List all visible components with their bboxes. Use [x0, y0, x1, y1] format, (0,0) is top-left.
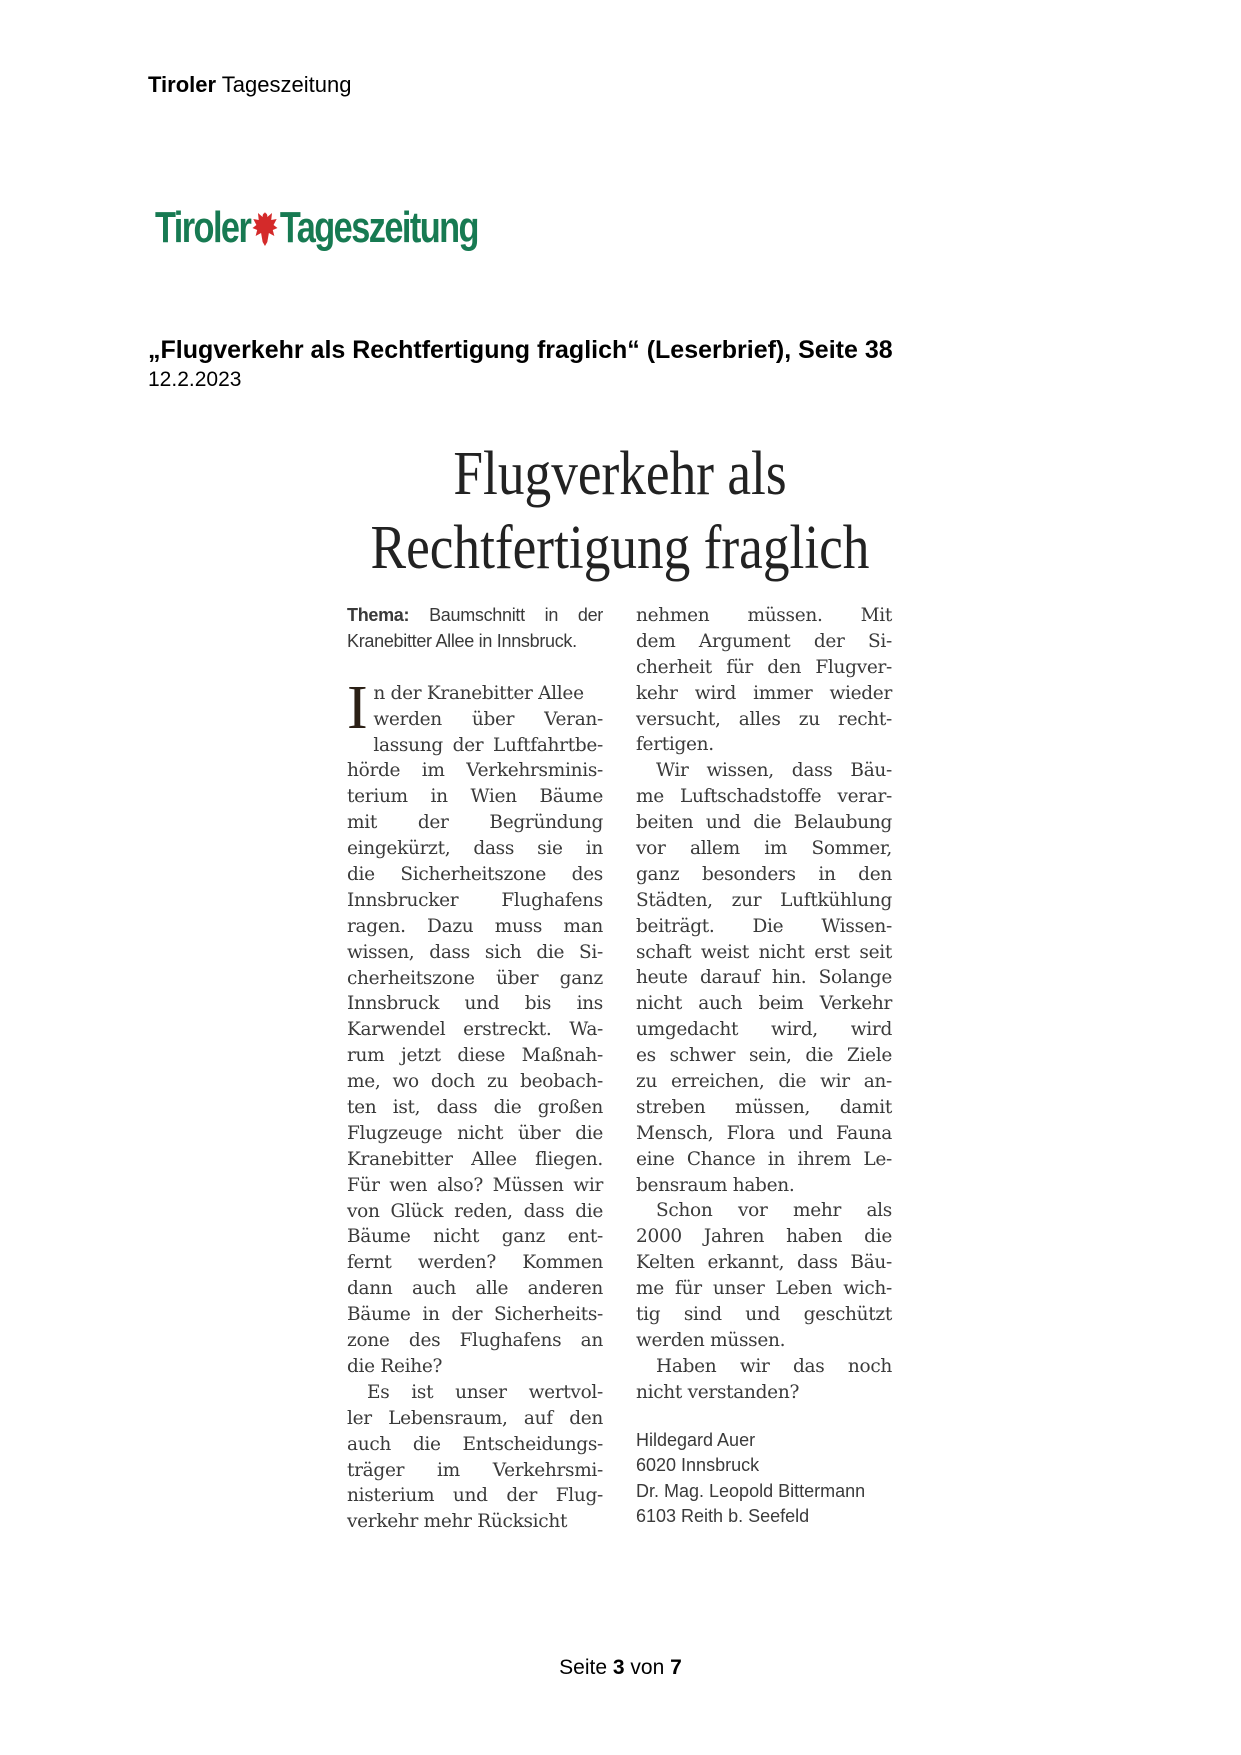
article-text-line: zu erreichen, die wir an- [636, 1071, 892, 1093]
article-text-line: umgedacht wird, wird [636, 1019, 892, 1041]
article-text-line: zone des Flughafens an [347, 1330, 603, 1352]
article-text-line: Städten, zur Luftkühlung [636, 889, 892, 911]
source-header [148, 72, 351, 98]
article-text-line: streben müssen, damit [636, 1096, 892, 1118]
article-text-line: terium in Wien Bäume [347, 786, 603, 808]
article-text-line: hörde im Verkehrsminis- [347, 760, 603, 782]
tyrolean-eagle-icon [252, 208, 279, 248]
article-text-line: träger im Verkehrsmi- [347, 1459, 603, 1481]
article-text-line: lassung der Luftfahrtbe- [373, 734, 603, 756]
article-text-line: Es ist unser wertvol- [367, 1381, 603, 1403]
left-column-text [347, 673, 603, 1535]
article-text-line: werden über Veran- [373, 708, 603, 730]
topic-line-1 [347, 603, 603, 629]
article-text-line: beiten und die Belaubung [636, 812, 892, 834]
topic-label: Thema: [347, 605, 410, 625]
article-text-line: nehmen müssen. Mit [636, 605, 892, 626]
article-text-line: me Luftschadstoffe verar- [636, 786, 892, 808]
article-text-line: tig sind und geschützt [636, 1304, 892, 1326]
footer-current-page: 3 [612, 1656, 625, 1679]
article-column-right [636, 603, 892, 1530]
article-text-line: Wir wissen, dass Bäu- [656, 760, 892, 782]
article-text-line: me, wo doch zu beobach- [347, 1071, 603, 1093]
topic-text-1: Baumschnitt in der [429, 605, 604, 625]
article-text-line: heute darauf hin. Solange [636, 967, 892, 989]
article-text-line: ten ist, dass die großen [347, 1097, 603, 1119]
article-text-line: von Glück reden, dass die [347, 1200, 603, 1222]
article-text-line: beiträgt. Die Wissen- [636, 915, 892, 937]
signature-location-2: 6103 Reith b. Seefeld [636, 1506, 810, 1527]
article-text-line: Kranebitter Allee fliegen. [347, 1148, 603, 1170]
article-text-line: rum jetzt diese Maßnah- [347, 1045, 603, 1067]
article-text-line: eingekürzt, dass sie in [347, 838, 603, 860]
article-text-line: Flugzeuge nicht über die [347, 1122, 603, 1144]
page-footer [0, 1656, 1241, 1680]
article-text-line: 2000 Jahren haben die [636, 1226, 892, 1248]
article-text-line: Karwendel erstreckt. Wa- [347, 1019, 603, 1041]
footer-prefix: Seite [559, 1656, 608, 1679]
article-text-line: verkehr mehr Rücksicht [347, 1511, 568, 1533]
article-text-line: die Reihe? [347, 1355, 443, 1377]
article-text-line: Haben wir das noch [656, 1355, 892, 1377]
article-text-line: ler Lebensraum, auf den [347, 1407, 603, 1429]
article-text-line: me für unser Leben wich- [636, 1278, 892, 1300]
logo-right-text: Tageszeitung [279, 203, 478, 252]
article-text-line: fertigen. [636, 734, 714, 756]
topic-line-2: Kranebitter Allee in Innsbruck. [347, 630, 577, 651]
document-date: 12.2.2023 [148, 368, 242, 391]
signature-name-2: Dr. Mag. Leopold Bittermann [636, 1480, 866, 1501]
article-text-line: dem Argument der Si- [636, 630, 892, 652]
article-text-line: werden müssen. [636, 1329, 786, 1351]
article-text-line: Innsbrucker Flughafens [347, 889, 603, 911]
article-text-line-text: n der Kranebitter Allee [373, 682, 584, 704]
article-text-line: Bäume nicht ganz ent- [347, 1226, 603, 1248]
document-title: „Flugverkehr als Rechtfertigung fraglich“ (Leserbrief), Seite 38 [148, 336, 893, 364]
article-text-line: ragen. Dazu muss man [347, 915, 603, 937]
article-text-line: Für wen also? Müssen wir [347, 1174, 603, 1196]
article-text-line: auch die Entscheidungs- [347, 1433, 603, 1455]
article-text-line: vor allem im Sommer, [636, 838, 892, 860]
signature-block [636, 1428, 892, 1530]
article-text-line: schaft weist nicht erst seit [636, 941, 892, 963]
article-text-line: nicht auch beim Verkehr [636, 993, 892, 1015]
article-text-line: fernt werden? Kommen [347, 1252, 603, 1274]
article-text-line: ganz besonders in den [636, 863, 892, 885]
article-text-line: cherheitszone über ganz [347, 967, 603, 989]
article-text-line: nisterium und der Flug- [347, 1485, 603, 1507]
article-text-line: Bäume in der Sicherheits- [347, 1304, 603, 1326]
footer-middle: von [630, 1656, 665, 1679]
right-column-text [636, 603, 892, 1406]
article-text-line: versucht, alles zu recht- [636, 708, 892, 730]
article-text-line: bensraum haben. [636, 1174, 795, 1196]
article-text-line: die Sicherheitszone des [347, 864, 603, 886]
article-headline-line-2: Rechtfertigung fraglich [370, 514, 870, 582]
footer-total-pages: 7 [670, 1656, 682, 1679]
article-text-line: Kelten erkannt, dass Bäu- [636, 1252, 892, 1274]
signature-location-1: 6020 Innsbruck [636, 1455, 760, 1476]
newspaper-logo [155, 200, 478, 256]
article-text-line: cherheit für den Flugver- [636, 656, 892, 678]
article-text-line: kehr wird immer wieder [636, 682, 892, 704]
article-text-line: dann auch alle anderen [347, 1278, 603, 1300]
source-header-regular: Tageszeitung [221, 72, 352, 97]
source-header-bold: Tiroler [148, 72, 217, 97]
drop-cap: I [347, 673, 368, 742]
article-text-line: nicht verstanden? [636, 1381, 800, 1403]
article-text-line: Schon vor mehr als [656, 1200, 892, 1222]
article-text-line: Mensch, Flora und Fauna [636, 1122, 892, 1144]
signature-name-1: Hildegard Auer [636, 1429, 756, 1450]
article-text-line: wissen, dass sich die Si- [347, 941, 603, 963]
article-text-line: Innsbruck und bis ins [347, 993, 603, 1015]
article-text-line: mit der Begründung [347, 812, 603, 834]
article-headline-line-1: Flugverkehr als [453, 440, 787, 508]
article-text-line: eine Chance in ihrem Le- [636, 1148, 892, 1170]
article-column-left [347, 603, 603, 1535]
logo-left-text: Tiroler [155, 203, 251, 252]
article-text-line: es schwer sein, die Ziele [636, 1045, 892, 1067]
